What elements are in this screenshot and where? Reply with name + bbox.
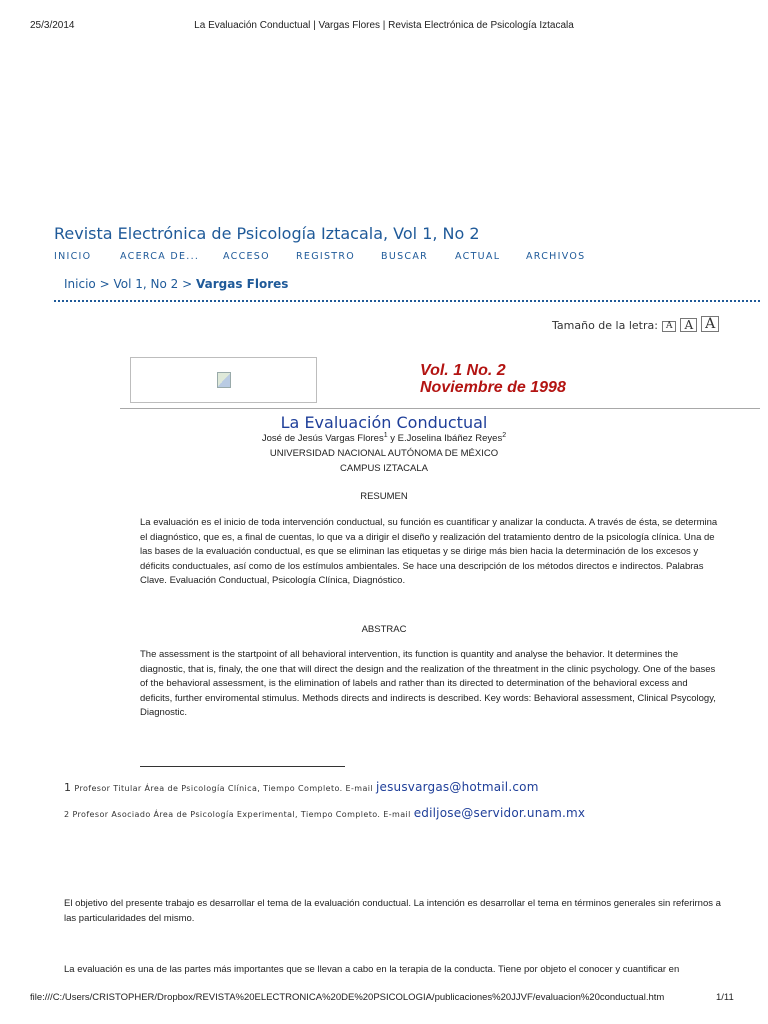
print-date: 25/3/2014 [30, 20, 75, 31]
author-1: José de Jesús Vargas Flores [261, 433, 384, 445]
breadcrumb [64, 277, 288, 291]
article-divider [120, 408, 760, 409]
breadcrumb-separator: > [99, 277, 110, 291]
university: UNIVERSIDAD NACIONAL AUTÓNOMA DE MÉXICO [269, 448, 499, 459]
footnote-2 [64, 806, 585, 820]
footnote-1-text: Profesor Titular Área de Psicología Clínica, Tiempo Completo. E-mail [74, 784, 373, 793]
font-size-large-button[interactable]: A [701, 316, 719, 332]
resumen-heading: RESUMEN [360, 491, 408, 502]
resumen-text: La evaluación es el inicio de toda intervención conductual, su función es cuantificar y analizar la conducta. A través de ésta, se determina el diagnóstico, que es, a final de cuentas, lo que va a dirigir el diseño y realización del tratamiento dentro de la psicología clínica. Una de las bases de la evaluación conductual, es que se eliminan las etiquetas y se dirige más bien hacia la determinación de los excesos y déficits conductuales, así como de los estímulos ambientales. Se hace una descripción de los métodos directos e indirectos. Palabras Clave. Evaluación Conductual, Psicología Clínica, Diagnóstico. [140, 517, 718, 586]
header-image-placeholder [130, 357, 317, 403]
journal-title[interactable]: Revista Electrónica de Psicología Iztacala, Vol 1, No 2 [54, 224, 480, 243]
footnote-1-email-link[interactable]: jesusvargas@hotmail.com [375, 780, 539, 794]
issue-date: Noviembre de 1998 [420, 379, 566, 396]
author-2: E.Joselina Ibáñez Reyes [397, 433, 503, 445]
footnote-2-number: 2 [64, 810, 70, 819]
font-size-control [552, 316, 719, 332]
footnote-2-email-link[interactable]: ediljose@servidor.unam.mx [413, 806, 586, 820]
nav-registro[interactable]: REGISTRO [296, 251, 356, 262]
nav-buscar[interactable]: BUSCAR [381, 251, 429, 262]
nav-acceso[interactable]: ACCESO [223, 251, 270, 262]
footnote-1 [64, 780, 539, 794]
body-paragraph-2: La evaluación es una de las partes más importantes que se llevan a cabo en la terapia de la conducta. Tiene por objeto el conocer y cuantificar en [64, 964, 680, 975]
nav-actual[interactable]: ACTUAL [455, 251, 501, 262]
author-join: y [387, 433, 398, 445]
print-footer-path: file:///C:/Users/CRISTOPHER/Dropbox/REVISTA%20ELECTRONICA%20DE%20PSICOLOGIA/publicaciones%20JJVF/evaluacion%20conductual.htm [30, 992, 665, 1003]
abstract-heading: ABSTRAC [361, 624, 407, 635]
campus: CAMPUS IZTACALA [340, 463, 428, 474]
author-1-footnote-ref: 1 [383, 432, 388, 439]
header-divider [54, 300, 760, 302]
article-title: La Evaluación Conductual [280, 413, 488, 432]
breadcrumb-issue[interactable]: Vol 1, No 2 [113, 277, 179, 291]
footnote-1-number: 1 [64, 781, 72, 794]
abstract-text: The assessment is the startpoint of all behavioral intervention, its function is quantity and analyse the behavior. It determines the diagnostic, that is, finaly, the one that will direct the design and the realization of the threatment in the clinic psychology. One of the bases of the behavioral assessment, is the elimination of labels and rather than its directed to determination of the behavioral excess and deficits, further enviromental stimulus. Methods directs and indirects is described. Key words: Behavioral assessment, Clinical Psycology, Diagnostic. [140, 649, 716, 718]
issue-volume: Vol. 1 No. 2 [420, 362, 506, 379]
footnote-2-text: Profesor Asociado Área de Psicología Experimental, Tiempo Completo. E-mail [72, 810, 411, 819]
nav-archivos[interactable]: ARCHIVOS [526, 251, 586, 262]
font-size-medium-button[interactable]: A [680, 318, 697, 332]
print-page-title: La Evaluación Conductual | Vargas Flores | Revista Electrónica de Psicología Iztacala [194, 20, 574, 31]
author-2-footnote-ref: 2 [502, 432, 507, 439]
nav-inicio[interactable]: INICIO [54, 251, 92, 262]
breadcrumb-home[interactable]: Inicio [64, 277, 96, 291]
broken-image-icon [217, 372, 231, 388]
body-paragraph-1: El objetivo del presente trabajo es desarrollar el tema de la evaluación conductual. La intención es desarrollar el tema en términos generales sin referirnos a las particularidades del mismo. [64, 898, 721, 924]
print-page-number: 1/11 [716, 992, 734, 1003]
font-size-small-button[interactable]: A [662, 321, 677, 332]
font-size-label: Tamaño de la letra: [552, 319, 658, 332]
footnote-divider [140, 766, 345, 767]
breadcrumb-current: Vargas Flores [196, 277, 289, 291]
article-authors [0, 432, 768, 444]
nav-acerca-de[interactable]: ACERCA DE... [120, 251, 200, 262]
breadcrumb-separator: > [182, 277, 193, 291]
issue-info [420, 362, 566, 396]
